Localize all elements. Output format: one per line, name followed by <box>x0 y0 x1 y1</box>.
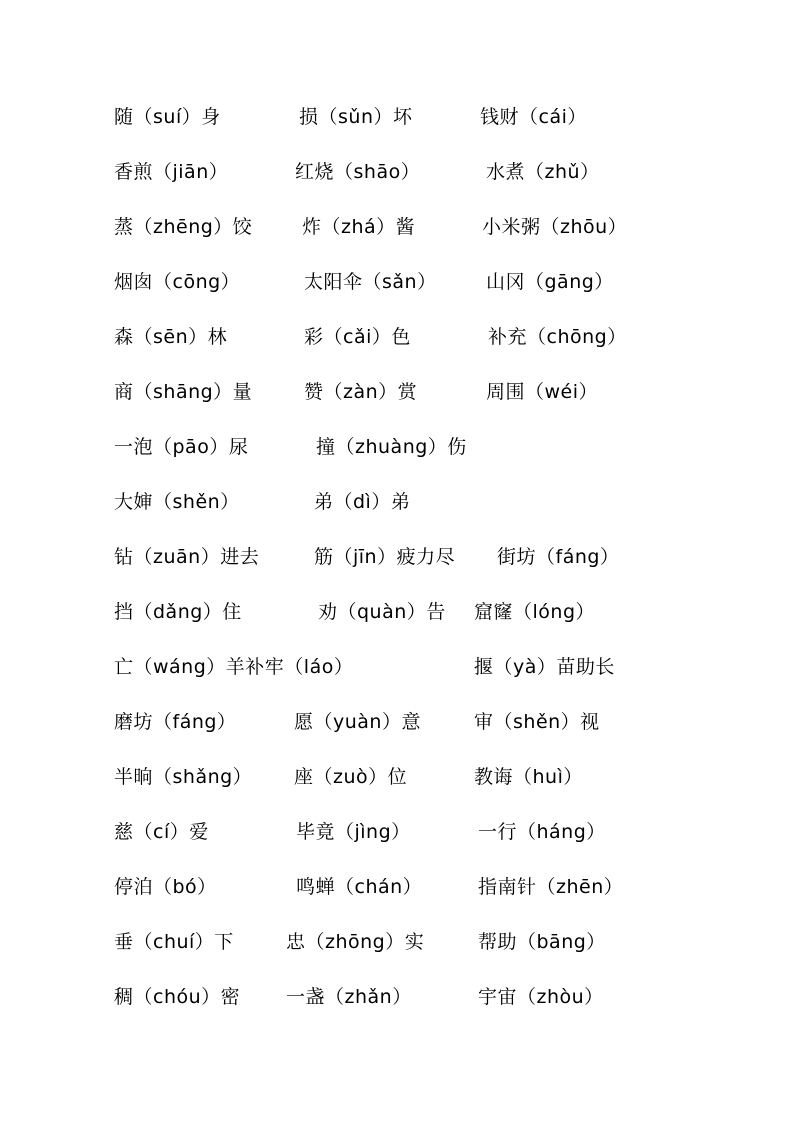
vocab-row <box>0 817 794 847</box>
vocab-term: 周围（wéi） <box>486 381 599 403</box>
vocab-row <box>0 707 794 737</box>
vocab-term: 揠（yà）苗助长 <box>474 656 615 678</box>
vocab-row <box>0 212 794 242</box>
vocab-term: 森（sēn）林 <box>114 326 228 348</box>
vocab-term: 宇宙（zhòu） <box>478 986 604 1008</box>
vocab-row <box>0 652 794 682</box>
vocab-term: 一泡（pāo）尿 <box>114 436 249 458</box>
vocab-term: 半晌（shǎng） <box>114 766 253 788</box>
vocab-row <box>0 542 794 572</box>
vocab-term: 忠（zhōng）实 <box>286 931 425 953</box>
vocab-term: 停泊（bó） <box>114 876 217 898</box>
vocab-term: 审（shěn）视 <box>474 711 600 733</box>
vocab-term: 指南针（zhēn） <box>478 876 624 898</box>
vocab-term: 筋（jīn）疲力尽 <box>314 546 456 568</box>
vocab-term: 帮助（bāng） <box>478 931 606 953</box>
vocab-term: 太阳伞（sǎn） <box>304 271 437 293</box>
vocab-term: 一盏（zhǎn） <box>286 986 412 1008</box>
vocab-term: 彩（cǎi）色 <box>304 326 411 348</box>
vocab-term: 炸（zhá）酱 <box>302 216 416 238</box>
vocab-row <box>0 762 794 792</box>
vocab-term: 座（zuò）位 <box>294 766 408 788</box>
vocab-row <box>0 322 794 352</box>
vocab-term: 山冈（gāng） <box>486 271 614 293</box>
vocab-term: 赞（zàn）赏 <box>304 381 418 403</box>
vocab-term: 一行（háng） <box>478 821 606 843</box>
vocab-term: 教诲（huì） <box>474 766 583 788</box>
vocab-term: 慈（cí）爱 <box>114 821 209 843</box>
vocab-term: 损（sǔn）坏 <box>299 106 413 128</box>
vocab-row <box>0 487 794 517</box>
vocab-term: 蒸（zhēng）饺 <box>114 216 253 238</box>
vocab-term: 劝（quàn）告 <box>318 601 446 623</box>
vocab-row <box>0 157 794 187</box>
vocab-term: 弟（dì）弟 <box>314 491 411 513</box>
vocab-term: 撞（zhuàng）伤 <box>316 436 467 458</box>
vocab-term: 香煎（jiān） <box>114 161 229 183</box>
vocab-term: 水煮（zhǔ） <box>486 161 600 183</box>
vocab-term: 小米粥（zhōu） <box>482 216 628 238</box>
vocab-row <box>0 102 794 132</box>
vocab-term: 磨坊（fáng） <box>114 711 237 733</box>
vocab-row <box>0 872 794 902</box>
vocab-term: 愿（yuàn）意 <box>294 711 421 733</box>
vocab-term: 补充（chōng） <box>488 326 627 348</box>
vocab-term: 亡（wáng）羊补牢（láo） <box>114 656 354 678</box>
vocab-row <box>0 377 794 407</box>
vocab-term: 钻（zuān）进去 <box>114 546 260 568</box>
vocab-term: 街坊（fáng） <box>497 546 620 568</box>
vocab-term: 挡（dǎng）住 <box>114 601 242 623</box>
vocab-term: 红烧（shāo） <box>295 161 421 183</box>
vocab-row <box>0 267 794 297</box>
vocab-term: 稠（chóu）密 <box>114 986 241 1008</box>
vocab-term: 随（suí）身 <box>114 106 221 128</box>
vocab-term: 烟囱（cōng） <box>114 271 241 293</box>
vocab-term: 垂（chuí）下 <box>114 931 234 953</box>
vocab-term: 商（shāng）量 <box>114 381 253 403</box>
vocab-term: 钱财（cái） <box>480 106 587 128</box>
vocab-term: 毕竟（jìng） <box>296 821 411 843</box>
vocab-term: 大婶（shěn） <box>114 491 240 513</box>
vocab-row <box>0 982 794 1012</box>
vocab-row <box>0 432 794 462</box>
vocab-row <box>0 927 794 957</box>
vocab-row <box>0 597 794 627</box>
vocab-term: 窟窿（lóng） <box>474 601 596 623</box>
vocab-term: 鸣蝉（chán） <box>296 876 423 898</box>
